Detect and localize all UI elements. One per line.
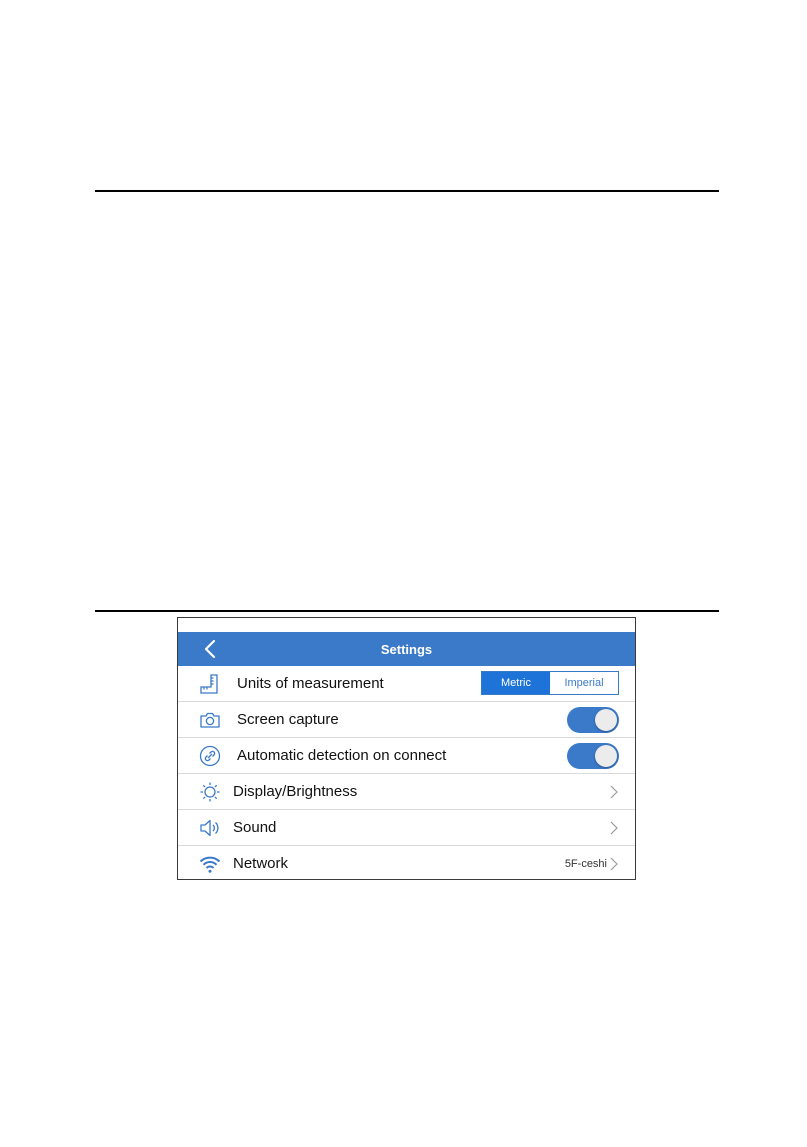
toggle-knob [595, 745, 617, 767]
page-rule-top [95, 190, 719, 192]
settings-row-label: Sound [233, 819, 277, 836]
toggle-knob [595, 709, 617, 731]
settings-row-sound[interactable] [178, 810, 635, 846]
chevron-right-icon [609, 821, 619, 835]
settings-row-screen-capture [178, 702, 635, 738]
metric-option[interactable]: Metric [482, 672, 550, 694]
units-segmented-control [481, 671, 619, 695]
settings-row-network[interactable] [178, 846, 635, 880]
chevron-right-icon [609, 785, 619, 799]
imperial-option[interactable]: Imperial [550, 672, 618, 694]
settings-row-label: Display/Brightness [233, 783, 358, 800]
settings-row-units [178, 666, 635, 702]
settings-row-label: Network [233, 855, 289, 872]
camera-icon [198, 708, 222, 732]
network-name: 5F-ceshi [564, 858, 607, 870]
sun-icon [198, 780, 222, 804]
settings-row-label: Screen capture [237, 711, 339, 728]
auto-detection-toggle[interactable] [567, 743, 619, 769]
settings-row-display-brightness[interactable] [178, 774, 635, 810]
page-title: Settings [380, 642, 433, 657]
speaker-icon [198, 816, 222, 840]
screen-capture-toggle[interactable] [567, 707, 619, 733]
wifi-icon [198, 852, 222, 876]
settings-screen [177, 617, 636, 880]
settings-list [178, 666, 635, 880]
settings-row-label: Units of measurement [237, 675, 384, 692]
page-rule-middle [95, 610, 719, 612]
link-icon [198, 744, 222, 768]
settings-row-auto-detection [178, 738, 635, 774]
ruler-icon [198, 672, 222, 696]
chevron-right-icon [609, 857, 619, 871]
settings-row-label: Automatic detection on connect [237, 747, 447, 764]
app-bar [178, 632, 635, 666]
